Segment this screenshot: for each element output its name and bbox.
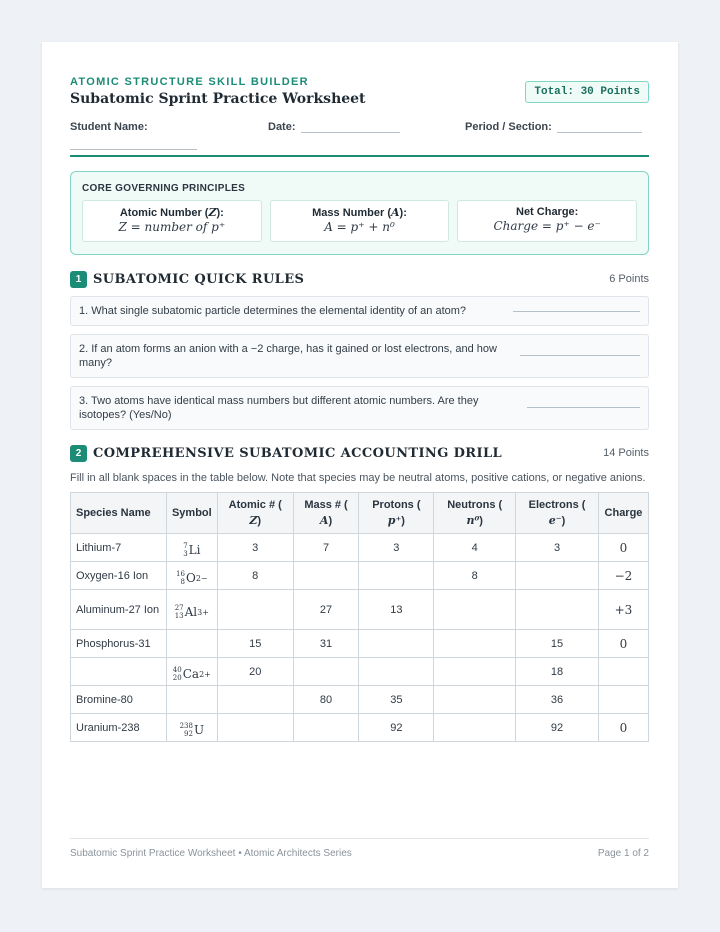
page-title: Subatomic Sprint Practice Worksheet: [70, 91, 366, 107]
cell-charge[interactable]: [598, 658, 648, 686]
period-label: Period / Section:: [465, 121, 552, 133]
cell-neutrons[interactable]: [434, 686, 516, 714]
cell-protons: 92: [359, 714, 434, 742]
cell-neutrons[interactable]: [434, 658, 516, 686]
table-row: [71, 686, 649, 714]
cell-atomic-number: 8: [217, 562, 293, 590]
student-info-row: [70, 121, 649, 155]
cell-electrons: 92: [516, 714, 599, 742]
period-field[interactable]: [465, 121, 642, 133]
total-points-badge: Total: 30 Points: [525, 81, 649, 103]
cell-neutrons: 4: [434, 534, 516, 562]
section-number-badge: 1: [70, 271, 87, 288]
answer-line[interactable]: [527, 407, 640, 408]
principle-label: Net Charge:: [516, 206, 579, 218]
cell-protons[interactable]: [359, 658, 434, 686]
worksheet-header: [70, 76, 649, 107]
table-row: [71, 590, 649, 630]
cell-electrons[interactable]: [516, 590, 599, 630]
cell-symbol: [166, 534, 217, 562]
col-header-neutrons: Neutrons ( n⁰): [434, 493, 516, 534]
section-points: 6 Points: [609, 273, 649, 285]
cell-neutrons[interactable]: [434, 590, 516, 630]
cell-symbol[interactable]: [166, 686, 217, 714]
cell-charge: +3: [598, 590, 648, 630]
student-name-line[interactable]: [70, 149, 197, 150]
title-block: [70, 76, 366, 107]
cell-atomic-number[interactable]: [217, 714, 293, 742]
col-header-electrons: Electrons ( e⁻): [516, 493, 599, 534]
principle-formula: Z = number of p⁺: [118, 220, 226, 234]
cell-mass-number[interactable]: [293, 658, 359, 686]
principles-title: CORE GOVERNING PRINCIPLES: [82, 183, 246, 194]
cell-species-name: Lithium-7: [71, 534, 167, 562]
cell-species-name[interactable]: [71, 658, 167, 686]
cell-atomic-number: 3: [217, 534, 293, 562]
cell-protons[interactable]: [359, 562, 434, 590]
section-number-badge: 2: [70, 445, 87, 462]
date-line[interactable]: [301, 132, 400, 133]
principle-card-net-charge: [457, 200, 637, 242]
col-header-mass: Mass # ( A): [293, 493, 359, 534]
cell-species-name: Oxygen-16 Ion: [71, 562, 167, 590]
date-field[interactable]: [268, 121, 400, 133]
worksheet-content: [70, 76, 649, 742]
cell-neutrons: 8: [434, 562, 516, 590]
cell-neutrons[interactable]: [434, 714, 516, 742]
cell-charge[interactable]: [598, 686, 648, 714]
cell-protons: 13: [359, 590, 434, 630]
principle-formula: A = p⁺ + n⁰: [324, 220, 395, 234]
col-header-species: Species Name: [71, 493, 167, 534]
cell-charge: 0: [598, 714, 648, 742]
core-principles-box: [70, 171, 649, 255]
cell-mass-number: 31: [293, 630, 359, 658]
col-header-symbol: Symbol: [166, 493, 217, 534]
cell-protons: 35: [359, 686, 434, 714]
cell-mass-number: 7: [293, 534, 359, 562]
nuclide-symbol: 16 8 O 2−: [176, 570, 208, 586]
col-header-atomic: Atomic # ( Z): [217, 493, 293, 534]
section-intro: Fill in all blank spaces in the table below. Note that species may be neutral atoms, positive cations, or negative anions.: [70, 472, 646, 484]
cell-electrons: 3: [516, 534, 599, 562]
cell-electrons: 18: [516, 658, 599, 686]
cell-charge: 0: [598, 630, 648, 658]
col-header-charge: Charge: [598, 493, 648, 534]
cell-protons[interactable]: [359, 630, 434, 658]
nuclide-symbol: 7 3 Li: [183, 542, 201, 558]
cell-mass-number: 80: [293, 686, 359, 714]
question-text: 3. Two atoms have identical mass numbers but different atomic numbers. Are they isotopes? (Yes/No): [79, 395, 479, 421]
principle-formula: Charge = p⁺ − e⁻: [493, 219, 601, 233]
section-title: COMPREHENSIVE SUBATOMIC ACCOUNTING DRILL: [93, 445, 503, 461]
cell-atomic-number[interactable]: [217, 590, 293, 630]
cell-neutrons[interactable]: [434, 630, 516, 658]
student-name-field[interactable]: [70, 121, 197, 150]
principle-card-mass-number: [270, 200, 450, 242]
page-number: Page 1 of 2: [597, 848, 649, 859]
table-row: [71, 714, 649, 742]
table-row: [71, 562, 649, 590]
question-item: [70, 334, 649, 378]
nuclide-symbol: 40 20 Ca 2+: [172, 666, 211, 682]
cell-symbol: [166, 658, 217, 686]
cell-mass-number[interactable]: [293, 714, 359, 742]
cell-symbol: [166, 590, 217, 630]
question-text: 1. What single subatomic particle determines the elemental identity of an atom?: [79, 305, 467, 317]
question-text: 2. If an atom forms an anion with a −2 charge, has it gained or lost electrons, and how many?: [79, 343, 497, 369]
period-line[interactable]: [557, 132, 642, 133]
table-row: [71, 630, 649, 658]
principle-cards: [82, 200, 637, 242]
cell-atomic-number: 15: [217, 630, 293, 658]
cell-atomic-number: 20: [217, 658, 293, 686]
date-label: Date:: [268, 121, 296, 133]
cell-symbol: [166, 714, 217, 742]
section-2-header: [70, 444, 649, 462]
nuclide-symbol: 238 92 U: [179, 722, 205, 738]
cell-charge: 0: [598, 534, 648, 562]
answer-line[interactable]: [513, 311, 640, 312]
question-item: [70, 296, 649, 326]
worksheet-page: [42, 42, 678, 888]
accounting-table: [70, 492, 649, 742]
header-divider: [70, 155, 649, 157]
table-row: [71, 658, 649, 686]
student-name-label: Student Name:: [70, 121, 148, 133]
page-footer: [70, 838, 649, 859]
cell-mass-number[interactable]: [293, 562, 359, 590]
footer-series: Subatomic Sprint Practice Worksheet • Atomic Architects Series: [70, 848, 352, 859]
section-title: SUBATOMIC QUICK RULES: [93, 271, 305, 287]
table-row: [71, 534, 649, 562]
col-header-protons: Protons ( p⁺): [359, 493, 434, 534]
cell-species-name: Uranium-238: [71, 714, 167, 742]
cell-protons: 3: [359, 534, 434, 562]
section-1-header: [70, 270, 649, 288]
cell-atomic-number[interactable]: [217, 686, 293, 714]
cell-symbol: [166, 562, 217, 590]
principle-label: Atomic Number (Z):: [119, 206, 224, 219]
nuclide-symbol: 27 13 Al 3+: [174, 604, 209, 620]
cell-species-name: Phosphorus-31: [71, 630, 167, 658]
section-points: 14 Points: [603, 447, 649, 459]
table-header-row: [71, 493, 649, 534]
cell-charge: −2: [598, 562, 648, 590]
answer-line[interactable]: [520, 355, 640, 356]
cell-species-name: Aluminum-27 Ion: [71, 590, 167, 630]
principle-label: Mass Number (A):: [312, 206, 407, 219]
cell-electrons: 36: [516, 686, 599, 714]
cell-symbol[interactable]: [166, 630, 217, 658]
cell-species-name: Bromine-80: [71, 686, 167, 714]
eyebrow-label: ATOMIC STRUCTURE SKILL BUILDER: [70, 76, 309, 88]
cell-mass-number: 27: [293, 590, 359, 630]
principle-card-atomic-number: [82, 200, 262, 242]
cell-electrons[interactable]: [516, 562, 599, 590]
cell-electrons: 15: [516, 630, 599, 658]
question-item: [70, 386, 649, 430]
